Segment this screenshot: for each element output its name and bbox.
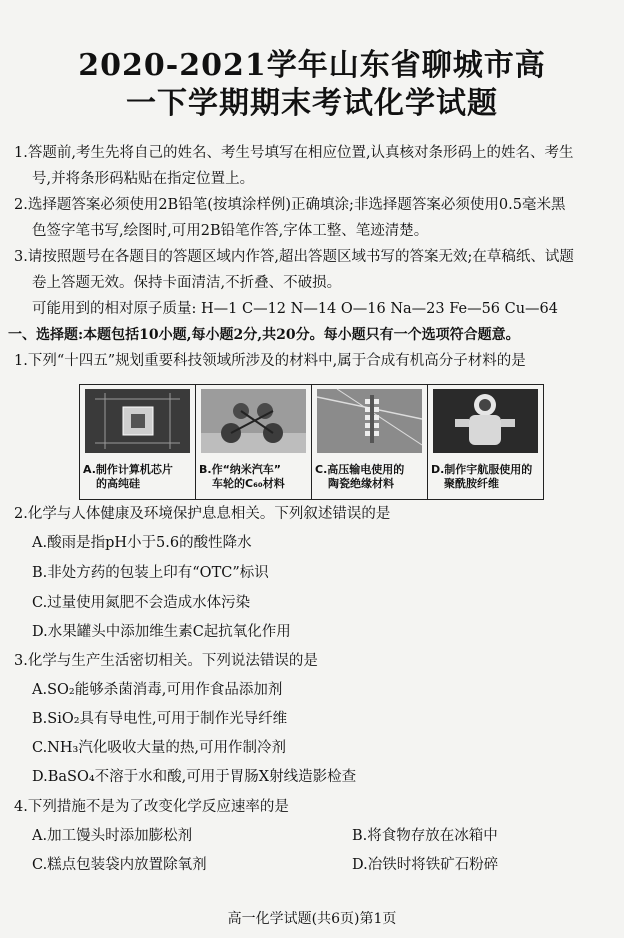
q1-option-b xyxy=(196,385,312,499)
q3-option-a: A.SO₂能够杀菌消毒,可用作食品添加剂 xyxy=(32,682,283,698)
q4-option-a: A.加工馒头时添加膨松剂 xyxy=(32,828,193,844)
q1-a-caption-1: A.制作计算机芯片 xyxy=(83,463,173,476)
q1-option-c xyxy=(312,385,428,499)
q1-c-caption-2: 陶瓷绝缘材料 xyxy=(328,477,394,490)
q3-option-b: B.SiO₂具有导电性,可用于制作光导纤维 xyxy=(32,711,288,727)
instruction-1b: 号,并将条形码粘贴在指定位置上。 xyxy=(32,171,255,187)
instruction-3b: 卷上答题无效。保持卡面清洁,不折叠、不破损。 xyxy=(32,275,342,291)
q2-option-c: C.过量使用氮肥不会造成水体污染 xyxy=(32,595,251,611)
q2-stem: 2.化学与人体健康及环境保护息息相关。下列叙述错误的是 xyxy=(14,506,391,522)
q4-stem: 4.下列措施不是为了改变化学反应速率的是 xyxy=(14,799,289,815)
q4-option-b: B.将食物存放在冰箱中 xyxy=(352,828,498,844)
q2-option-d: D.水果罐头中添加维生素C起抗氧化作用 xyxy=(32,624,291,640)
astronaut-image xyxy=(433,389,538,453)
q3-option-c: C.NH₃汽化吸收大量的热,可用作制冷剂 xyxy=(32,740,286,756)
q1-c-caption-1: C.高压输电使用的 xyxy=(315,463,405,476)
instruction-3a: 3.请按照题号在各题目的答题区域内作答,超出答题区域书写的答案无效;在草稿纸、试题 xyxy=(14,249,574,265)
q1-d-caption-1: D.制作宇航服使用的 xyxy=(431,463,533,476)
q3-option-d: D.BaSO₄不溶于水和酸,可用于胃肠X射线造影检查 xyxy=(32,769,357,785)
page-footer: 高一化学试题(共6页)第1页 xyxy=(227,911,397,927)
atomic-masses: 可能用到的相对原子质量: H—1 C—12 N—14 O—16 Na—23 Fe—56 Cu—64 xyxy=(32,301,559,317)
instruction-2b: 色签字笔书写,绘图时,可用2B铅笔作答,字体工整、笔迹清楚。 xyxy=(32,223,429,239)
q4-option-d: D.冶铁时将铁矿石粉碎 xyxy=(352,857,499,873)
q1-d-caption-2: 聚酰胺纤维 xyxy=(444,477,499,490)
q1-figure-table xyxy=(79,384,544,500)
q1-option-a xyxy=(80,385,196,499)
q1-option-d xyxy=(428,385,543,499)
section-heading: 一、选择题:本题包括10小题,每小题2分,共20分。每小题只有一个选项符合题意。 xyxy=(8,327,520,343)
title-line-2: 一下学期期末考试化学试题 xyxy=(126,86,498,121)
instruction-2a: 2.选择题答案必须使用2B铅笔(按填涂样例)正确填涂;非选择题答案必须使用0.5毫米黑 xyxy=(14,197,566,213)
q1-b-caption-1: B.作“纳米汽车” xyxy=(199,463,282,476)
q3-stem: 3.化学与生产生活密切相关。下列说法错误的是 xyxy=(14,653,318,669)
title-line-1: 2020-2021学年山东省聊城市高 xyxy=(78,48,546,83)
instruction-1a: 1.答题前,考生先将自己的姓名、考生号填写在相应位置,认真核对条形码上的姓名、考生 xyxy=(14,145,574,161)
q2-option-b: B.非处方药的包装上印有“OTC”标识 xyxy=(32,565,269,581)
nanocar-image xyxy=(201,389,306,453)
q4-option-c: C.糕点包装袋内放置除氧剂 xyxy=(32,857,207,873)
q1-b-caption-2: 车轮的C₆₀材料 xyxy=(212,477,285,490)
q1-stem: 1.下列“十四五”规划重要科技领域所涉及的材料中,属于合成有机高分子材料的是 xyxy=(14,353,526,369)
q2-option-a: A.酸雨是指pH小于5.6的酸性降水 xyxy=(32,535,252,551)
insulator-image xyxy=(317,389,422,453)
chip-image xyxy=(85,389,190,453)
q1-a-caption-2: 的高纯硅 xyxy=(96,477,140,490)
